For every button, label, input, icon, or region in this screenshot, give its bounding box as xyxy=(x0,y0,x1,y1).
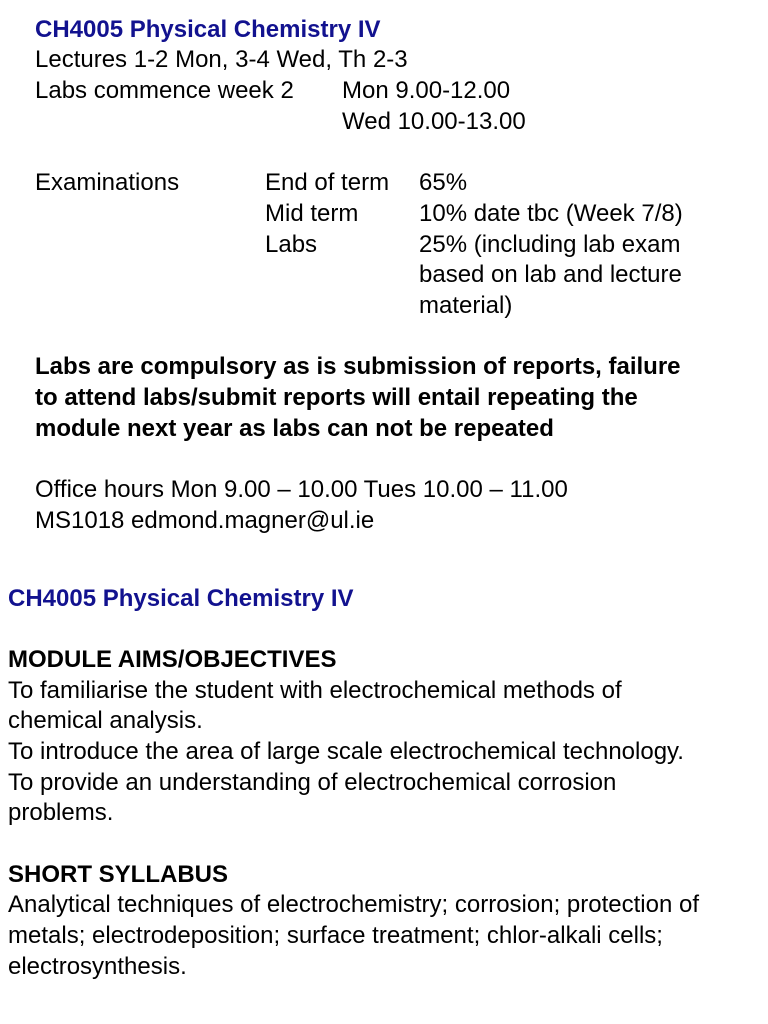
examinations-label: Examinations xyxy=(35,169,180,196)
exam-weight: 25% (including lab exam xyxy=(419,231,681,258)
exam-name: Mid term xyxy=(265,200,359,227)
labs-time-monday: Mon 9.00-12.00 xyxy=(342,77,511,104)
aims-line: To introduce the area of large scale electrochemical technology. xyxy=(8,738,684,765)
section2-title: CH4005 Physical Chemistry IV xyxy=(8,585,354,612)
aims-line: To familiarise the student with electrochemical methods of xyxy=(8,677,622,704)
labs-warning-line: module next year as labs can not be repeated xyxy=(35,415,554,442)
syllabus-line: Analytical techniques of electrochemistry; corrosion; protection of xyxy=(8,891,699,918)
exam-name: Labs xyxy=(265,231,318,258)
office-hours: Office hours Mon 9.00 – 10.00 Tues 10.00 – 11.00 xyxy=(35,476,568,503)
syllabus-line: electrosynthesis. xyxy=(8,953,187,980)
exam-weight: 65% xyxy=(419,169,468,196)
exam-name: End of term xyxy=(265,169,390,196)
aims-line: To provide an understanding of electrochemical corrosion xyxy=(8,769,617,796)
contact-info: MS1018 edmond.magner@ul.ie xyxy=(35,507,375,534)
aims-line: problems. xyxy=(8,799,114,826)
labs-warning-line: to attend labs/submit reports will entail repeating the xyxy=(35,384,638,411)
labs-time-wednesday: Wed 10.00-13.00 xyxy=(342,108,526,135)
labs-warning-line: Labs are compulsory as is submission of reports, failure xyxy=(35,353,681,380)
aims-line: chemical analysis. xyxy=(8,707,203,734)
syllabus-line: metals; electrodeposition; surface treatment; chlor-alkali cells; xyxy=(8,922,663,949)
module-aims-heading: MODULE AIMS/OBJECTIVES xyxy=(8,646,337,673)
exam-weight: based on lab and lecture xyxy=(419,261,682,288)
labs-commence-label: Labs commence week 2 xyxy=(35,77,294,104)
section1-title: CH4005 Physical Chemistry IV xyxy=(35,16,381,43)
short-syllabus-heading: SHORT SYLLABUS xyxy=(8,861,229,888)
exam-weight: material) xyxy=(419,292,513,319)
lectures-schedule: Lectures 1-2 Mon, 3-4 Wed, Th 2-3 xyxy=(35,46,408,73)
exam-weight: 10% date tbc (Week 7/8) xyxy=(419,200,683,227)
